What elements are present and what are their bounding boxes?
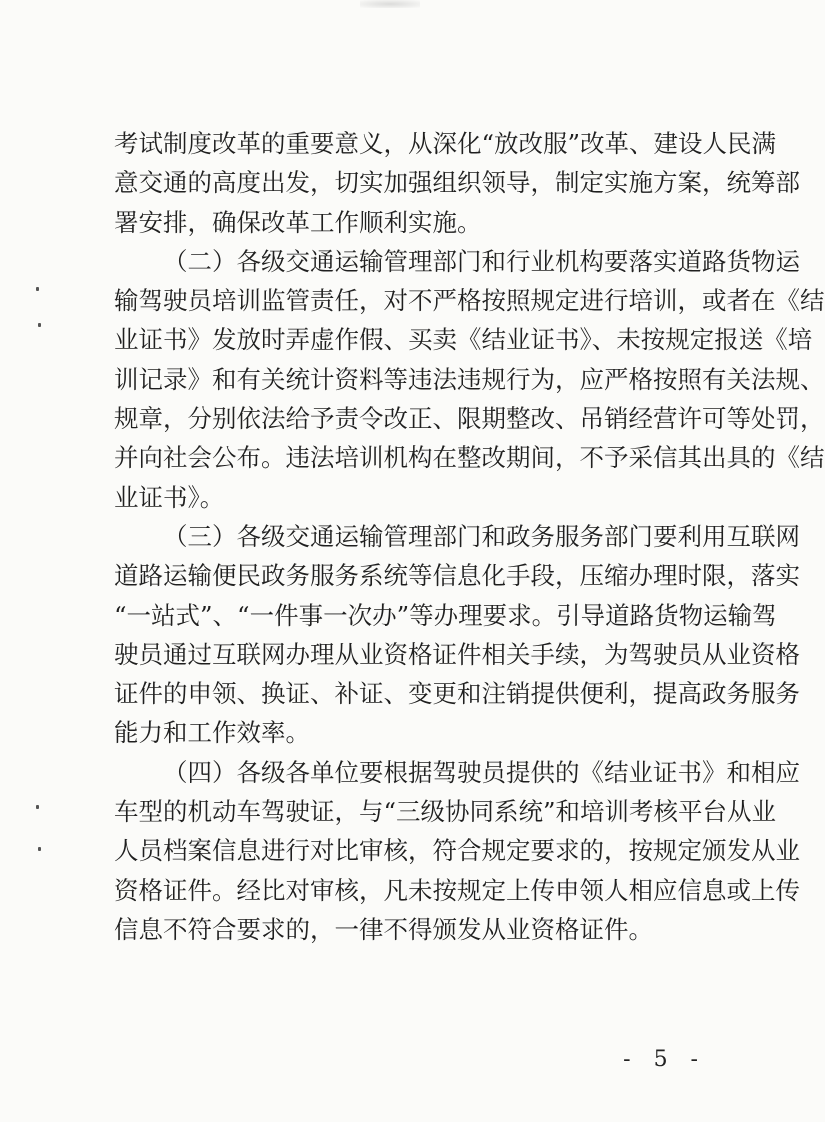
scan-speck (38, 323, 41, 327)
page-number: - 5 - (623, 1047, 706, 1072)
text-line: 并向社会公布。违法培训机构在整改期间，不予采信其出具的《结 (114, 443, 825, 473)
body-text (114, 124, 825, 949)
text-line: 车型的机动车驾驶证，与“三级协同系统”和培训考核平台从业 (114, 797, 777, 827)
text-line: 输驾驶员培训监管责任，对不严格按照规定进行培训，或者在《结 (114, 286, 825, 316)
scan-speck (36, 287, 39, 291)
text-line: 能力和工作效率。 (114, 718, 310, 748)
text-line: “一站式”、“一件事一次办”等办理要求。引导道路货物运输驾 (114, 600, 777, 630)
text-line: 业证书》发放时弄虚作假、买卖《结业证书》、未按规定报送《培 (114, 325, 813, 355)
text-line: 资格证件。经比对审核，凡未按规定上传申领人相应信息或上传 (114, 875, 800, 905)
text-line: 驶员通过互联网办理从业资格证件相关手续，为驾驶员从业资格 (114, 639, 800, 669)
text-line: 证件的申领、换证、补证、变更和注销提供便利，提高政务服务 (114, 679, 800, 709)
paragraph-first-line: （四）各级各单位要根据驾驶员提供的《结业证书》和相应 (163, 757, 800, 787)
text-line: 意交通的高度出发，切实加强组织领导，制定实施方案，统筹部 (114, 168, 800, 198)
scan-speck (38, 847, 41, 851)
text-line: 规章，分别依法给予责令改正、限期整改、吊销经营许可等处罚， (114, 404, 825, 434)
text-line: 训记录》和有关统计资料等违法违规行为，应严格按照有关法规、 (114, 364, 825, 394)
paragraph-first-line: （二）各级交通运输管理部门和行业机构要落实道路货物运 (163, 246, 800, 276)
scan-speck (36, 805, 39, 809)
scan-artifact (360, 0, 420, 8)
text-line: 业证书》。 (114, 482, 225, 512)
text-line: 信息不符合要求的，一律不得颁发从业资格证件。 (114, 914, 653, 944)
text-line: 人员档案信息进行对比审核，符合规定要求的，按规定颁发从业 (114, 836, 800, 866)
paragraph-first-line: （三）各级交通运输管理部门和政务服务部门要利用互联网 (163, 521, 800, 551)
text-line: 考试制度改革的重要意义，从深化“放改服”改革、建设人民满 (114, 129, 777, 158)
text-line: 道路运输便民政务服务系统等信息化手段，压缩办理时限，落实 (114, 561, 800, 591)
text-line: 署安排，确保改革工作顺利实施。 (114, 207, 482, 237)
